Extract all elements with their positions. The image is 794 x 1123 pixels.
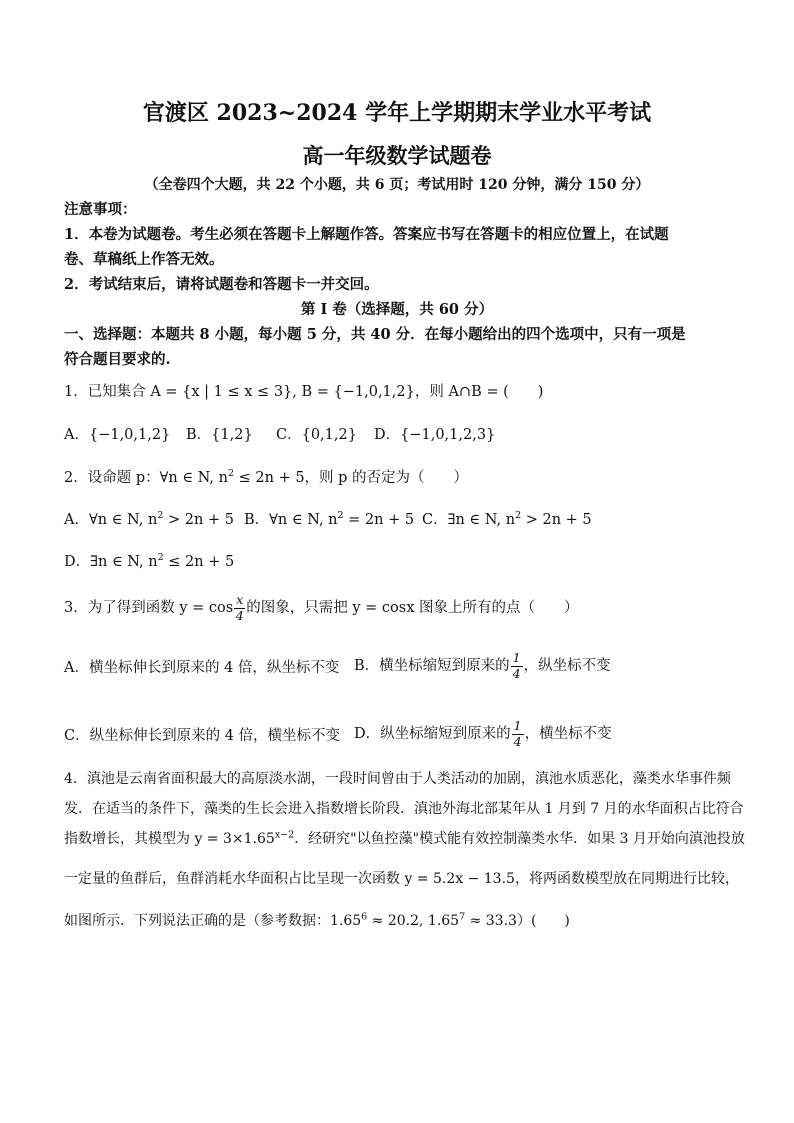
q1-option-d: D．{−1,0,1,2,3}: [374, 427, 496, 443]
q2-stem-post: ≤ 2n + 5，则 p 的否定为（ ）: [234, 470, 469, 486]
q4-line5-post: ≈ 33.3）( ): [465, 913, 570, 929]
q3-option-d: [354, 720, 612, 748]
q2-option-a-pre: A．∀n ∈ N, n: [64, 512, 158, 528]
q4-line5-exponent-6: 6: [361, 911, 368, 923]
q2-option-a-exponent: 2: [157, 510, 164, 522]
q4-line5-pre: 如图所示．下列说法正确的是（参考数据：1.65: [64, 913, 362, 929]
notice-item1-line1: 1．本卷为试题卷。考生必须在答题卡上解题作答。答案应书写在答题卡的相应位置上，在试题: [64, 226, 669, 243]
q3-option-d-numerator: 1: [513, 718, 522, 733]
q3-option-d-pre: D．纵坐标缩短到原来的: [354, 726, 511, 742]
exam-title: 官渡区 2023~2024 学年上学期期末学业水平考试: [142, 100, 652, 126]
q2-option-c: [422, 508, 592, 529]
q4-line3-post: ．经研究"以鱼控藻"模式能有效控制藻类水华．如果 3 月开始向滇池投放: [294, 831, 745, 847]
q3-stem-post: 的图象，只需把 y = cosx 图象上所有的点（ ）: [246, 600, 579, 616]
q4-line3-pre: 指数增长，其模型为 y = 3×1.65: [64, 831, 275, 847]
q2-stem: [64, 466, 754, 487]
q2-stem-exponent: 2: [227, 468, 235, 480]
notice-item1-line2: 卷、草稿纸上作答无效。: [64, 251, 224, 268]
q4-line1: 4．滇池是云南省面积最大的高原淡水湖，一段时间曾由于人类活动的加剧，滇池水质恶化，藻类水华事件频: [64, 771, 731, 787]
q3-option-b: [354, 652, 611, 680]
q3-option-b-denominator: 4: [512, 665, 521, 681]
q4-line5: [64, 910, 754, 930]
q2-option-d: [64, 550, 234, 571]
q3-option-a: A．横坐标伸长到原来的 4 倍，纵坐标不变: [64, 660, 340, 676]
q1-option-c: C．{0,1,2}: [276, 427, 357, 443]
exam-subtitle: 高一年级数学试题卷: [302, 143, 492, 168]
q2-option-d-post: ≤ 2n + 5: [163, 554, 235, 570]
q2-option-b-post: = 2n + 5: [343, 512, 415, 528]
q4-line3: [64, 828, 754, 848]
q2-option-c-pre: C．∃n ∈ N, n: [422, 512, 516, 528]
q4-line4: 一定量的鱼群后，鱼群消耗水华面积占比呈现一次函数 y = 5.2x − 13.5，将两函数模型放在同期进行比较，: [64, 871, 739, 887]
q3-fraction-numerator: x: [236, 592, 244, 607]
section1-intro-line2: 符合题目要求的.: [64, 351, 171, 368]
q3-option-b-post: ，纵坐标不变: [523, 658, 611, 674]
q4-line5-mid: ≈ 20.2, 1.65: [367, 913, 460, 929]
section1-intro-line1: 一、选择题：本题共 8 小题，每小题 5 分，共 40 分．在每小题给出的四个选项中，只有一项是: [64, 326, 686, 343]
q3-stem-pre: 3．为了得到函数 y = cos: [64, 600, 234, 616]
q2-option-c-exponent: 2: [515, 510, 522, 522]
q1-option-a: A．{−1,0,1,2}: [64, 427, 171, 443]
q2-option-b-pre: B．∀n ∈ N, n: [244, 512, 338, 528]
q4-line3-exponent: x−2: [274, 829, 295, 841]
q2-option-a: [64, 508, 234, 529]
q3-option-d-fraction: [512, 720, 524, 748]
q2-option-b-exponent: 2: [337, 510, 344, 522]
q2-option-a-post: > 2n + 5: [163, 512, 234, 528]
q4-line5-exponent-7: 7: [459, 911, 466, 923]
q2-option-d-exponent: 2: [157, 552, 164, 564]
q3-fraction: [234, 594, 245, 622]
q3-fraction-denominator: 4: [235, 607, 244, 623]
q1-stem: 1．已知集合 A = {x | 1 ≤ x ≤ 3}, B = {−1,0,1,2}，则 A∩B = ( ): [64, 384, 544, 400]
notice-heading: 注意事项：: [64, 201, 137, 218]
q3-option-b-fraction: [511, 652, 523, 680]
q3-option-d-denominator: 4: [513, 733, 522, 749]
q2-option-b: [244, 508, 414, 529]
q3-option-d-post: ，横坐标不变: [524, 726, 612, 742]
q2-option-c-post: > 2n + 5: [521, 512, 592, 528]
q3-option-c: C．纵坐标伸长到原来的 4 倍，横坐标不变: [64, 728, 341, 744]
q3-stem: [64, 594, 754, 622]
notice-item2: 2．考试结束后，请将试题卷和答题卡一并交回。: [64, 276, 379, 293]
q2-option-d-pre: D．∃n ∈ N, n: [64, 554, 158, 570]
q3-option-b-numerator: 1: [512, 650, 521, 665]
q3-option-b-pre: B．横坐标缩短到原来的: [354, 658, 510, 674]
q1-option-b: B．{1,2}: [186, 427, 253, 443]
section1-heading: 第 I 卷（选择题，共 60 分）: [300, 301, 494, 318]
q2-stem-pre: 2．设命题 p：∀n ∈ N, n: [64, 470, 228, 486]
exam-info: （全卷四个大题，共 22 个小题，共 6 页；考试用时 120 分钟，满分 150 分）: [144, 177, 650, 193]
q4-line2: 发．在适当的条件下，藻类的生长会进入指数增长阶段．滇池外海北部某年从 1 月到 7 月的水华面积占比符合: [64, 801, 744, 817]
